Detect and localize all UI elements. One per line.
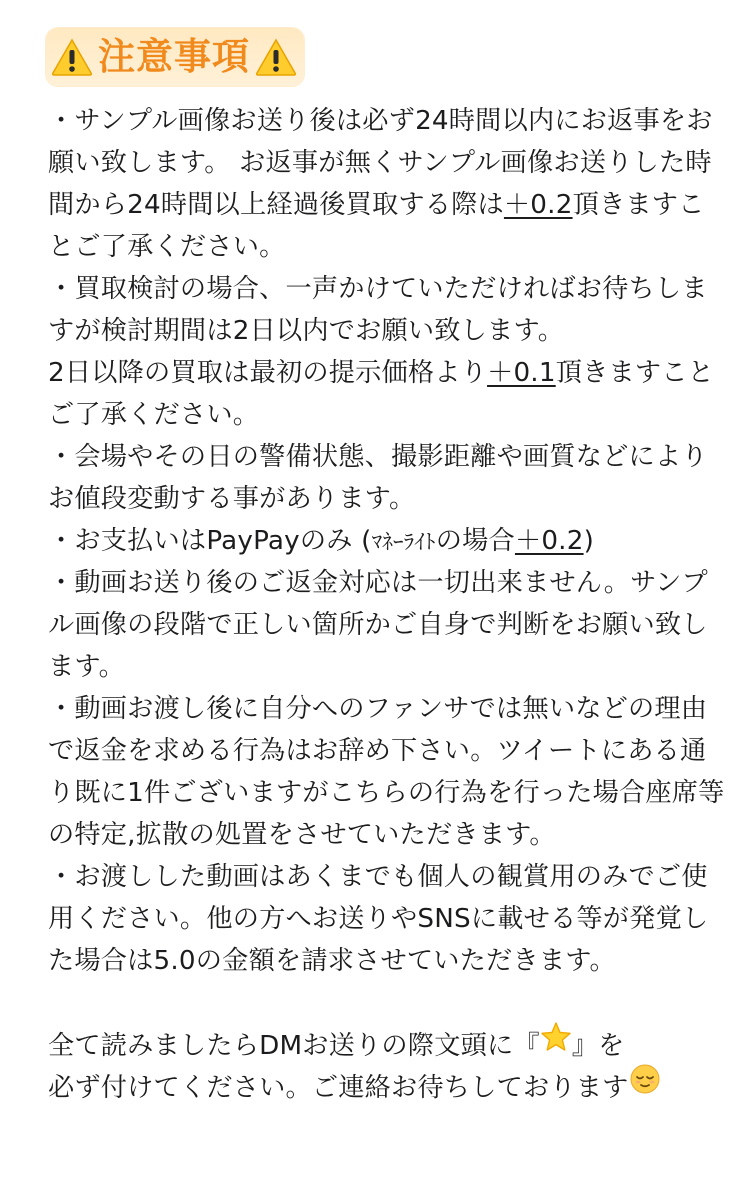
price-surcharge: ＋0.1 [487, 358, 556, 388]
text-segment: 頂きますこ [572, 190, 705, 220]
relieved-face-icon [629, 1063, 661, 1108]
price-surcharge: ＋0.2 [514, 526, 584, 556]
text-line: ・動画お送り後のご返金対応は一切出来ません。サンプ [48, 568, 708, 598]
text-line: ます。 [48, 652, 126, 682]
text-line: ・お渡しした動画はあくまでも個人の観賞用のみでご使 [48, 862, 708, 892]
warning-icon [50, 37, 94, 77]
text-segment: 必ず付けてください。ご連絡お待ちしております [48, 1073, 629, 1103]
text-line: 願い致します。 お返事が無くサンプル画像お送りした時 [48, 148, 712, 178]
warning-icon [254, 37, 298, 77]
notice-body [48, 100, 728, 1108]
text-line: 用ください。他の方へお送りやSNSに載せる等が発覚し [48, 904, 709, 934]
text-segment: 間から24時間以上経過後買取する際は [48, 190, 504, 220]
text-segment: 頂きますこと [555, 358, 715, 388]
text-line: ご了承ください。 [48, 400, 260, 430]
text-line: た場合は5.0の金額を請求させていただきます。 [48, 946, 616, 976]
text-line [48, 520, 728, 562]
page-title: 注意事項 [98, 35, 250, 78]
text-line: とご了承ください。 [48, 232, 286, 262]
text-line: ・会場やその日の警備状態、撮影距離や画質などにより [48, 442, 708, 472]
text-line: ル画像の段階で正しい箇所かご自身で判断をお願い致し [48, 610, 708, 640]
title-banner [46, 28, 304, 86]
price-surcharge: ＋0.2 [503, 190, 573, 220]
text-line: ・サンプル画像お送り後は必ず24時間以内にお返事をお [48, 106, 713, 136]
text-line: り既に1件ございますがこちらの行為を行った場合座席等 [48, 778, 725, 808]
text-segment: 2日以降の買取は最初の提示価格より [48, 358, 488, 388]
text-segment: 』を [571, 1031, 625, 1061]
text-line [48, 352, 728, 394]
text-line: ・動画お渡し後に自分へのファンサでは無いなどの理由 [48, 694, 708, 724]
text-segment: ) [583, 526, 594, 556]
text-line [48, 1066, 728, 1108]
text-line [48, 184, 728, 226]
text-segment: の場合 [435, 526, 515, 556]
text-line: お値段変動する事があります。 [48, 484, 416, 514]
text-line [48, 1024, 728, 1066]
text-segment: 全て読みましたらDMお送りの際文頭に『 [48, 1031, 540, 1061]
text-line: の特定,拡散の処置をさせていただきます。 [48, 820, 556, 850]
money-lite-label: ﾏﾈｰﾗｲﾄ [371, 530, 436, 554]
text-line: すが検討期間は2日以内でお願い致します。 [48, 316, 565, 346]
text-segment: ・お支払いはPayPayのみ ( [48, 526, 372, 556]
text-line: で返金を求める行為はお辞め下さい。ツイートにある通 [48, 736, 707, 766]
star-icon [540, 1021, 572, 1066]
text-line: ・買取検討の場合、一声かけていただければお待ちしま [48, 274, 708, 304]
blank-line [48, 982, 728, 1024]
